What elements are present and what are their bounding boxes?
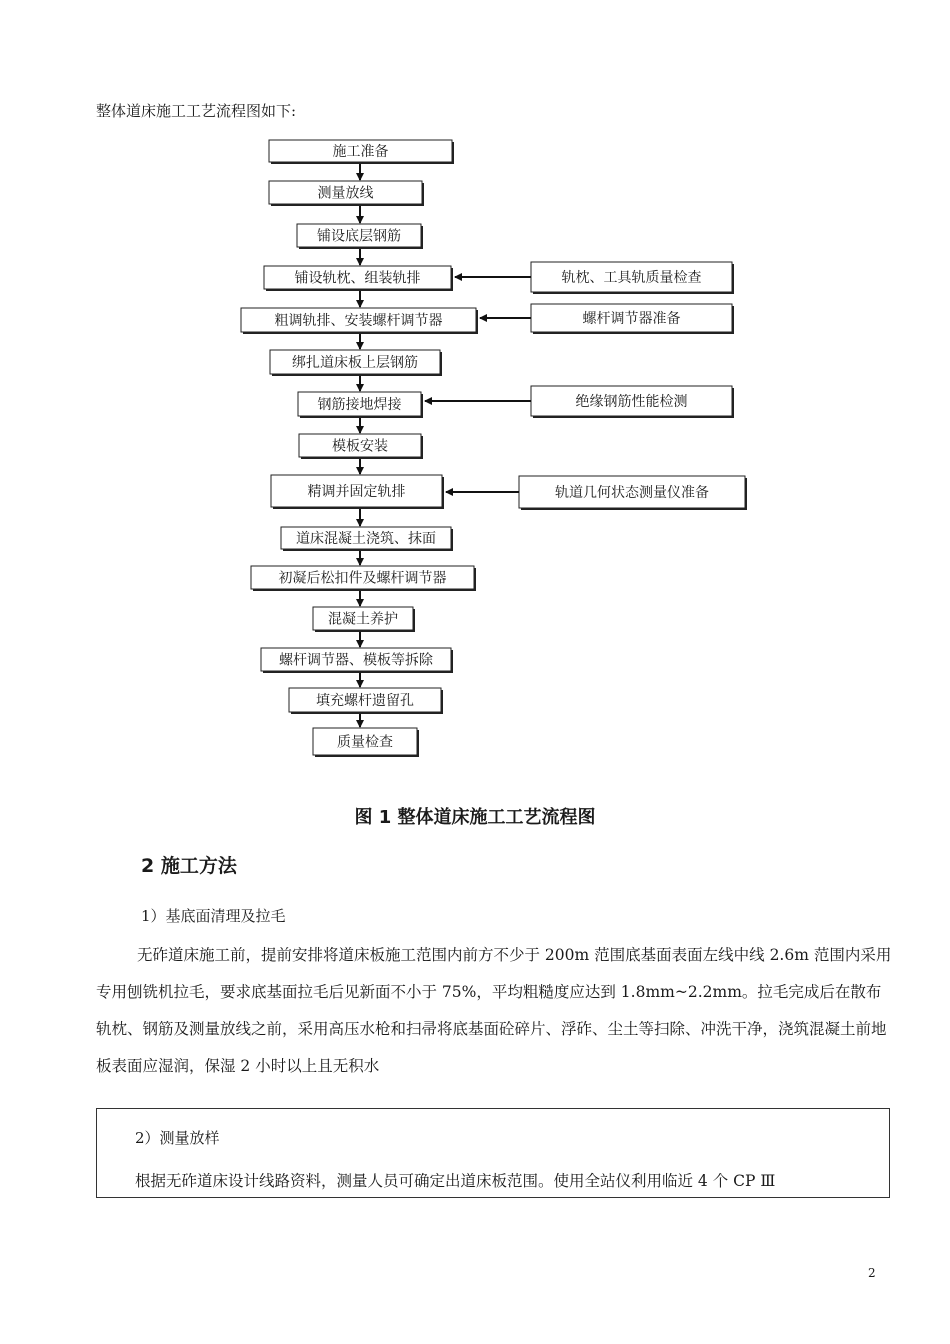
flow-step-3-label: 铺设底层钢筋 — [317, 228, 401, 245]
flow-step-7 — [298, 392, 423, 418]
flow-step-9 — [271, 475, 444, 509]
flow-step-13-label: 螺杆调节器、模板等拆除 — [279, 652, 433, 669]
flow-step-14-label: 填充螺杆遗留孔 — [316, 693, 414, 709]
side-step-2 — [531, 304, 734, 334]
flow-step-1 — [269, 140, 454, 164]
boxed-section — [96, 1108, 890, 1198]
flow-step-1-label: 施工准备 — [332, 144, 389, 160]
page-number: 2 — [868, 1266, 876, 1280]
side-step-3 — [531, 386, 734, 418]
paragraph-1-text: 无砟道床施工前，提前安排将道床板施工范围内前方不少于 200m 范围底基面表面左线中线 2.6m 范围内采用专用刨铣机拉毛，要求底基面拉毛后见新面不小于 75%，平均粗糙度应达到 1.8mm~2.2mm。拉毛完成后在散布轨枕、钢筋及测量放线之前，采用高压水枪和扫帚将底基面砼碎片、浮砟、尘土等扫除、冲洗干净，浇筑混凝土前地板表面应湿润，保湿 2 小时以上且无积水 — [96, 946, 892, 1075]
side-step-3-label: 绝缘钢筋性能检测 — [575, 394, 688, 410]
flow-step-4 — [264, 266, 453, 291]
side-step-4 — [519, 476, 747, 510]
flow-step-11-label: 初凝后松扣件及螺杆调节器 — [278, 570, 447, 587]
side-step-2-label: 螺杆调节器准备 — [582, 311, 681, 327]
paragraph-1 — [96, 937, 896, 1085]
flow-step-14 — [289, 688, 443, 714]
flow-step-6-label: 绑扎道床板上层钢筋 — [292, 355, 418, 371]
section-title: 2 施工方法 — [141, 855, 237, 877]
paragraph-2-text: 根据无砟道床设计线路资料，测量人员可确定出道床板范围。使用全站仪利用临近 4 个 CP Ⅲ — [135, 1172, 776, 1190]
flow-step-8-label: 模板安装 — [332, 438, 388, 455]
flow-step-10 — [281, 527, 453, 551]
flow-step-4-label: 铺设轨枕、组装轨排 — [294, 270, 421, 287]
flow-step-12 — [313, 607, 415, 632]
intro-text: 整体道床施工工艺流程图如下: — [96, 102, 297, 120]
flow-step-5 — [241, 308, 478, 334]
flow-step-2 — [269, 181, 424, 206]
flow-step-3 — [297, 224, 423, 249]
flow-step-12-label: 混凝土养护 — [328, 611, 398, 628]
figure-caption: 图 1 整体道床施工工艺流程图 — [354, 807, 596, 828]
subsection-heading-2: 2）测量放样 — [135, 1129, 220, 1147]
subsection-heading-1: 1）基底面清理及拉毛 — [141, 907, 286, 925]
flow-step-2-label: 测量放线 — [317, 185, 374, 202]
flow-step-13 — [261, 648, 453, 673]
side-step-4-label: 轨道几何状态测量仪准备 — [555, 485, 709, 501]
side-step-1 — [531, 262, 734, 294]
flow-step-7-label: 钢筋接地焊接 — [317, 397, 402, 413]
flow-step-6 — [270, 350, 442, 376]
flow-step-9-label: 精调并固定轨排 — [307, 484, 406, 500]
flow-step-11 — [251, 566, 476, 591]
flow-step-15 — [313, 728, 419, 757]
flow-step-15-label: 质量检查 — [337, 734, 393, 751]
flow-step-5-label: 粗调轨排、安装螺杆调节器 — [274, 313, 443, 329]
flow-step-10-label: 道床混凝土浇筑、抹面 — [296, 531, 436, 547]
flow-step-8 — [299, 434, 423, 459]
side-step-1-label: 轨枕、工具轨质量检查 — [561, 270, 702, 286]
